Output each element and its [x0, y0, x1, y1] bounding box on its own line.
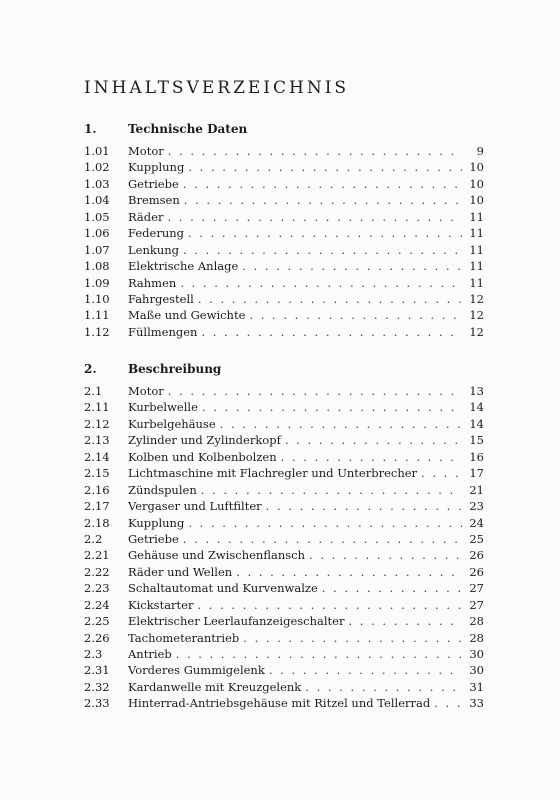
toc-entry: [84, 225, 484, 241]
entry-label: Kupplung: [128, 160, 185, 175]
toc-entry: [84, 564, 484, 580]
entry-number: 2.24: [84, 597, 110, 612]
entry-number: 2.18: [84, 515, 110, 530]
entry-page-number: 11: [469, 209, 484, 224]
entry-label: Federung: [128, 226, 184, 241]
entry-label: Kolben und Kolbenbolzen: [128, 449, 277, 464]
entry-page-number: 14: [469, 416, 484, 431]
toc-entry: [84, 613, 484, 629]
entry-number: 1.09: [84, 275, 110, 290]
entry-page-number: 12: [469, 308, 484, 323]
entry-label: Hinterrad-Antriebsgehäuse mit Ritzel und Tellerrad: [128, 696, 431, 711]
entry-page-number: 30: [469, 647, 484, 661]
toc-entry: [84, 482, 484, 498]
dot-leader: [281, 449, 462, 465]
entry-label: Fahrgestell: [128, 291, 194, 306]
dot-leader: [236, 564, 462, 580]
toc-entry: [84, 679, 484, 695]
dot-leader: [168, 383, 462, 399]
entry-label: Kurbelwelle: [128, 400, 198, 415]
toc-entry: [84, 580, 484, 596]
entry-label: Zündspulen: [128, 482, 197, 497]
dot-leader: [188, 159, 462, 175]
entry-page-number: 10: [469, 160, 484, 175]
entry-label: Schaltautomat und Kurvenwalze: [128, 581, 318, 596]
toc-entry: [84, 630, 484, 646]
entry-number: 2.1: [84, 384, 103, 398]
dot-leader: [183, 531, 462, 547]
entry-page-number: 31: [469, 679, 484, 694]
entry-number: 2.26: [84, 630, 110, 645]
entry-number: 1.04: [84, 193, 110, 208]
dot-leader: [269, 662, 462, 678]
dot-leader: [266, 498, 462, 514]
toc-entry: [84, 159, 484, 175]
toc-entry: [84, 646, 484, 662]
toc-entry: [84, 383, 484, 399]
entry-label: Vorderes Gummigelenk: [128, 663, 265, 678]
entry-label: Lichtmaschine mit Flachregler und Unterbrecher: [128, 466, 418, 481]
dot-leader: [180, 275, 462, 291]
toc-entry: [84, 449, 484, 465]
toc-entry: [84, 258, 484, 274]
entry-number: 1.03: [84, 176, 110, 191]
entry-number: 2.12: [84, 416, 110, 431]
entry-label: Räder: [128, 209, 164, 224]
entry-label: Elektrische Anlage: [128, 259, 239, 274]
toc-entry: [84, 465, 484, 481]
dot-leader: [183, 176, 462, 192]
entry-number: 2.25: [84, 614, 110, 629]
toc-entry: [84, 662, 484, 678]
toc-entry: [84, 324, 484, 340]
dot-leader: [188, 225, 462, 241]
dot-leader: [348, 613, 462, 629]
entry-label: Motor: [128, 144, 164, 158]
entry-page-number: 11: [469, 242, 484, 257]
dot-leader: [201, 482, 462, 498]
entry-number: 1.08: [84, 259, 110, 274]
toc-entry: [84, 399, 484, 415]
dot-leader: [176, 646, 462, 662]
entry-page-number: 14: [469, 400, 484, 415]
entry-page-number: 21: [469, 482, 484, 497]
entry-label: Zylinder und Zylinderkopf: [128, 433, 281, 448]
entry-label: Kurbelgehäuse: [128, 416, 216, 431]
entry-label: Kupplung: [128, 515, 185, 530]
dot-leader: [243, 630, 462, 646]
entry-label: Elektrischer Leerlaufanzeigeschalter: [128, 614, 345, 629]
dot-leader: [285, 432, 462, 448]
toc-entry: [84, 695, 484, 711]
toc-entry: [84, 531, 484, 547]
entry-number: 2.2: [84, 531, 103, 546]
entry-number: 2.3: [84, 647, 103, 661]
entry-page-number: 24: [469, 515, 484, 530]
entry-label: Vergaser und Luftfilter: [128, 499, 262, 514]
entry-number: 1.05: [84, 209, 110, 224]
entry-page-number: 28: [469, 630, 484, 645]
entry-label: Gehäuse und Zwischenflansch: [128, 548, 306, 563]
page-title: INHALTSVERZEICHNIS: [84, 78, 350, 98]
entry-number: 1.06: [84, 226, 110, 241]
entry-label: Kardanwelle mit Kreuzgelenk: [128, 679, 302, 694]
toc-entry: [84, 498, 484, 514]
entry-number: 1.07: [84, 242, 110, 257]
entry-number: 2.33: [84, 696, 110, 711]
toc-entry: [84, 432, 484, 448]
entry-label: Bremsen: [128, 193, 180, 208]
toc-entry: [84, 143, 484, 159]
entry-page-number: 28: [469, 614, 484, 629]
entry-number: 1.10: [84, 291, 110, 306]
dot-leader: [322, 580, 462, 596]
entry-page-number: 10: [469, 176, 484, 191]
toc-entry: [84, 547, 484, 563]
entry-page-number: 11: [469, 226, 484, 241]
dot-leader: [197, 597, 462, 613]
entry-number: 1.11: [84, 308, 110, 323]
dot-leader: [198, 291, 462, 307]
entry-number: 2.14: [84, 449, 110, 464]
entry-page-number: 15: [469, 433, 484, 448]
entry-page-number: 30: [469, 663, 484, 678]
entry-page-number: 23: [469, 499, 484, 514]
entry-page-number: 12: [469, 324, 484, 339]
entry-label: Getriebe: [128, 176, 179, 191]
entry-label: Räder und Wellen: [128, 564, 233, 579]
dot-leader: [184, 192, 462, 208]
toc-entry: [84, 242, 484, 258]
dot-leader: [201, 324, 462, 340]
entry-page-number: 27: [469, 581, 484, 596]
entry-number: 2.11: [84, 400, 110, 415]
entry-page-number: 13: [469, 384, 484, 398]
entry-page-number: 9: [476, 144, 484, 158]
entry-number: 2.21: [84, 548, 110, 563]
entry-page-number: 16: [469, 449, 484, 464]
dot-leader: [220, 416, 462, 432]
entry-page-number: 33: [469, 696, 484, 711]
toc-entry: [84, 597, 484, 613]
toc-entry: [84, 176, 484, 192]
entry-page-number: 26: [469, 564, 484, 579]
entry-label: Lenkung: [128, 242, 179, 257]
entry-number: 2.13: [84, 433, 110, 448]
dot-leader: [167, 209, 462, 225]
entry-page-number: 10: [469, 193, 484, 208]
toc-list-technische-daten: [84, 143, 484, 340]
entry-number: 2.16: [84, 482, 110, 497]
toc-entry: [84, 416, 484, 432]
section-title: Beschreibung: [128, 362, 222, 376]
dot-leader: [202, 399, 462, 415]
dot-leader: [421, 465, 462, 481]
entry-page-number: 11: [469, 275, 484, 290]
entry-number: 2.23: [84, 581, 110, 596]
dot-leader: [242, 258, 462, 274]
section-number: 2.: [84, 362, 97, 376]
dot-leader: [168, 143, 462, 159]
entry-number: 2.31: [84, 663, 110, 678]
entry-number: 2.32: [84, 679, 110, 694]
dot-leader: [305, 679, 462, 695]
entry-label: Maße und Gewichte: [128, 308, 246, 323]
entry-number: 1.02: [84, 160, 110, 175]
entry-number: 1.12: [84, 324, 110, 339]
entry-number: 1.01: [84, 144, 110, 158]
entry-label: Getriebe: [128, 531, 179, 546]
entry-number: 2.22: [84, 564, 110, 579]
entry-page-number: 12: [469, 291, 484, 306]
toc-entry: [84, 209, 484, 225]
entry-number: 2.17: [84, 499, 110, 514]
toc-entry: [84, 291, 484, 307]
entry-label: Tachometerantrieb: [128, 630, 240, 645]
section-title: Technische Daten: [128, 122, 248, 136]
dot-leader: [188, 515, 462, 531]
toc-entry: [84, 192, 484, 208]
dot-leader: [309, 547, 462, 563]
entry-label: Antrieb: [128, 647, 172, 661]
entry-page-number: 17: [469, 466, 484, 481]
entry-number: 2.15: [84, 466, 110, 481]
toc-entry: [84, 515, 484, 531]
entry-page-number: 25: [469, 531, 484, 546]
entry-page-number: 26: [469, 548, 484, 563]
dot-leader: [434, 695, 462, 711]
toc-entry: [84, 275, 484, 291]
entry-page-number: 27: [469, 597, 484, 612]
entry-label: Motor: [128, 384, 164, 398]
dot-leader: [249, 307, 462, 323]
toc-entry: [84, 307, 484, 323]
dot-leader: [183, 242, 462, 258]
entry-label: Rahmen: [128, 275, 177, 290]
toc-list-beschreibung: [84, 383, 484, 712]
entry-label: Kickstarter: [128, 597, 194, 612]
entry-page-number: 11: [469, 259, 484, 274]
section-number: 1.: [84, 122, 97, 136]
entry-label: Füllmengen: [128, 324, 198, 339]
